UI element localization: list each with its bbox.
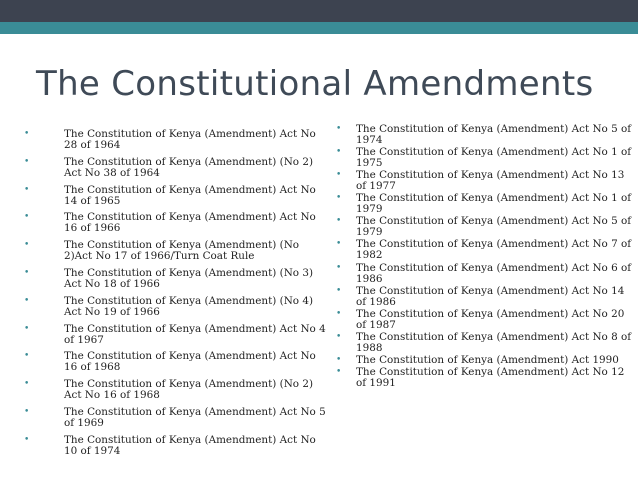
amendment-text: The Constitution of Kenya (Amendment) Act No 16 of 1966 (64, 211, 316, 235)
amendment-list-item (336, 367, 632, 389)
amendment-list-item (24, 185, 326, 207)
amendment-text: The Constitution of Kenya (Amendment) Act No 16 of 1968 (64, 350, 316, 374)
amendment-text: The Constitution of Kenya (Amendment) Act No 5 of 1974 (356, 123, 632, 146)
amendment-text: The Constitution of Kenya (Amendment) Act No 1 of 1975 (356, 146, 632, 170)
amendment-text: The Constitution of Kenya (Amendment) (No 3) Act No 18 of 1966 (64, 266, 314, 290)
bullet-icon: • (336, 285, 342, 296)
bullet-icon: • (24, 240, 30, 251)
amendment-list-item (24, 240, 326, 262)
bullet-icon: • (336, 239, 342, 250)
slide-title: The Constitutional Amendments (36, 64, 594, 104)
amendment-list-item (24, 212, 326, 234)
amendment-text: The Constitution of Kenya (Amendment) Act No 5 of 1969 (64, 405, 326, 429)
amendment-text: The Constitution of Kenya (Amendment) (No 4) Act No 19 of 1966 (64, 294, 314, 318)
amendment-text: The Constitution of Kenya (Amendment) (No 2) Act No 16 of 1968 (64, 378, 314, 402)
amendment-list-item (24, 407, 326, 429)
bullet-icon: • (336, 170, 342, 181)
amendment-text: The Constitution of Kenya (Amendment) Act No 10 of 1974 (64, 433, 316, 457)
amendment-text: The Constitution of Kenya (Amendment) Act No 5 of 1979 (356, 215, 632, 239)
amendment-list-item (24, 129, 326, 151)
amendment-list-item (24, 351, 326, 373)
bullet-icon: • (24, 323, 30, 334)
bullet-icon: • (24, 212, 30, 223)
amendment-text: The Constitution of Kenya (Amendment) Act No 13 of 1977 (356, 169, 625, 193)
amendment-list-item (336, 239, 632, 261)
bullet-icon: • (336, 124, 342, 134)
accent-band (0, 22, 638, 34)
amendment-text: The Constitution of Kenya (Amendment) Act No 1 of 1979 (356, 192, 632, 216)
amendment-list-item (336, 309, 632, 331)
amendments-list-left (24, 129, 326, 463)
amendment-text: The Constitution of Kenya (Amendment) Act No 6 of 1986 (356, 261, 632, 285)
amendment-text: The Constitution of Kenya (Amendment) Act No 14 of 1986 (356, 284, 625, 308)
amendment-text: The Constitution of Kenya (Amendment) (No 2)Act No 17 of 1966/Turn Coat Rule (64, 239, 300, 263)
bullet-icon: • (24, 184, 30, 195)
amendment-list-item (336, 216, 632, 238)
amendment-text: The Constitution of Kenya (Amendment) Act No 8 of 1988 (356, 330, 632, 354)
amendment-text: The Constitution of Kenya (Amendment) Act 1990 (356, 353, 619, 366)
amendment-text: The Constitution of Kenya (Amendment) Act No 28 of 1964 (64, 128, 316, 151)
bullet-icon: • (24, 267, 30, 278)
amendment-text: The Constitution of Kenya (Amendment) Act No 14 of 1965 (64, 183, 316, 207)
amendment-text: The Constitution of Kenya (Amendment) (No 2) Act No 38 of 1964 (64, 155, 314, 179)
amendment-list-item (24, 268, 326, 290)
bullet-icon: • (336, 354, 342, 365)
bullet-icon: • (24, 129, 30, 139)
amendment-text: The Constitution of Kenya (Amendment) Act No 7 of 1982 (356, 238, 632, 262)
bullet-icon: • (24, 156, 30, 167)
bullet-icon: • (336, 308, 342, 319)
bullet-icon: • (24, 379, 30, 390)
amendment-list-item (336, 263, 632, 285)
amendment-list-item (24, 324, 326, 346)
amendment-list-item (336, 170, 632, 192)
amendment-list-item (336, 355, 632, 366)
bullet-icon: • (24, 406, 30, 417)
amendment-list-item (336, 193, 632, 215)
top-decorative-bar (0, 0, 638, 22)
bullet-icon: • (336, 367, 342, 378)
bullet-icon: • (336, 193, 342, 204)
amendments-list-right (336, 124, 632, 390)
bullet-icon: • (336, 331, 342, 342)
amendment-text: The Constitution of Kenya (Amendment) Act No 4 of 1967 (64, 322, 326, 346)
amendment-list-item (336, 332, 632, 354)
amendment-list-item (24, 435, 326, 457)
amendment-text: The Constitution of Kenya (Amendment) Act No 20 of 1987 (356, 307, 625, 331)
amendment-list-item (336, 124, 632, 146)
amendment-list-item (24, 157, 326, 179)
amendment-text: The Constitution of Kenya (Amendment) Act No 12 of 1991 (356, 366, 625, 390)
bullet-icon: • (24, 351, 30, 362)
bullet-icon: • (336, 216, 342, 227)
amendment-list-item (336, 147, 632, 169)
amendment-list-item (24, 296, 326, 318)
bullet-icon: • (24, 434, 30, 445)
amendment-list-item (24, 379, 326, 401)
amendment-list-item (336, 286, 632, 308)
bullet-icon: • (24, 295, 30, 306)
bullet-icon: • (336, 147, 342, 158)
bullet-icon: • (336, 262, 342, 273)
